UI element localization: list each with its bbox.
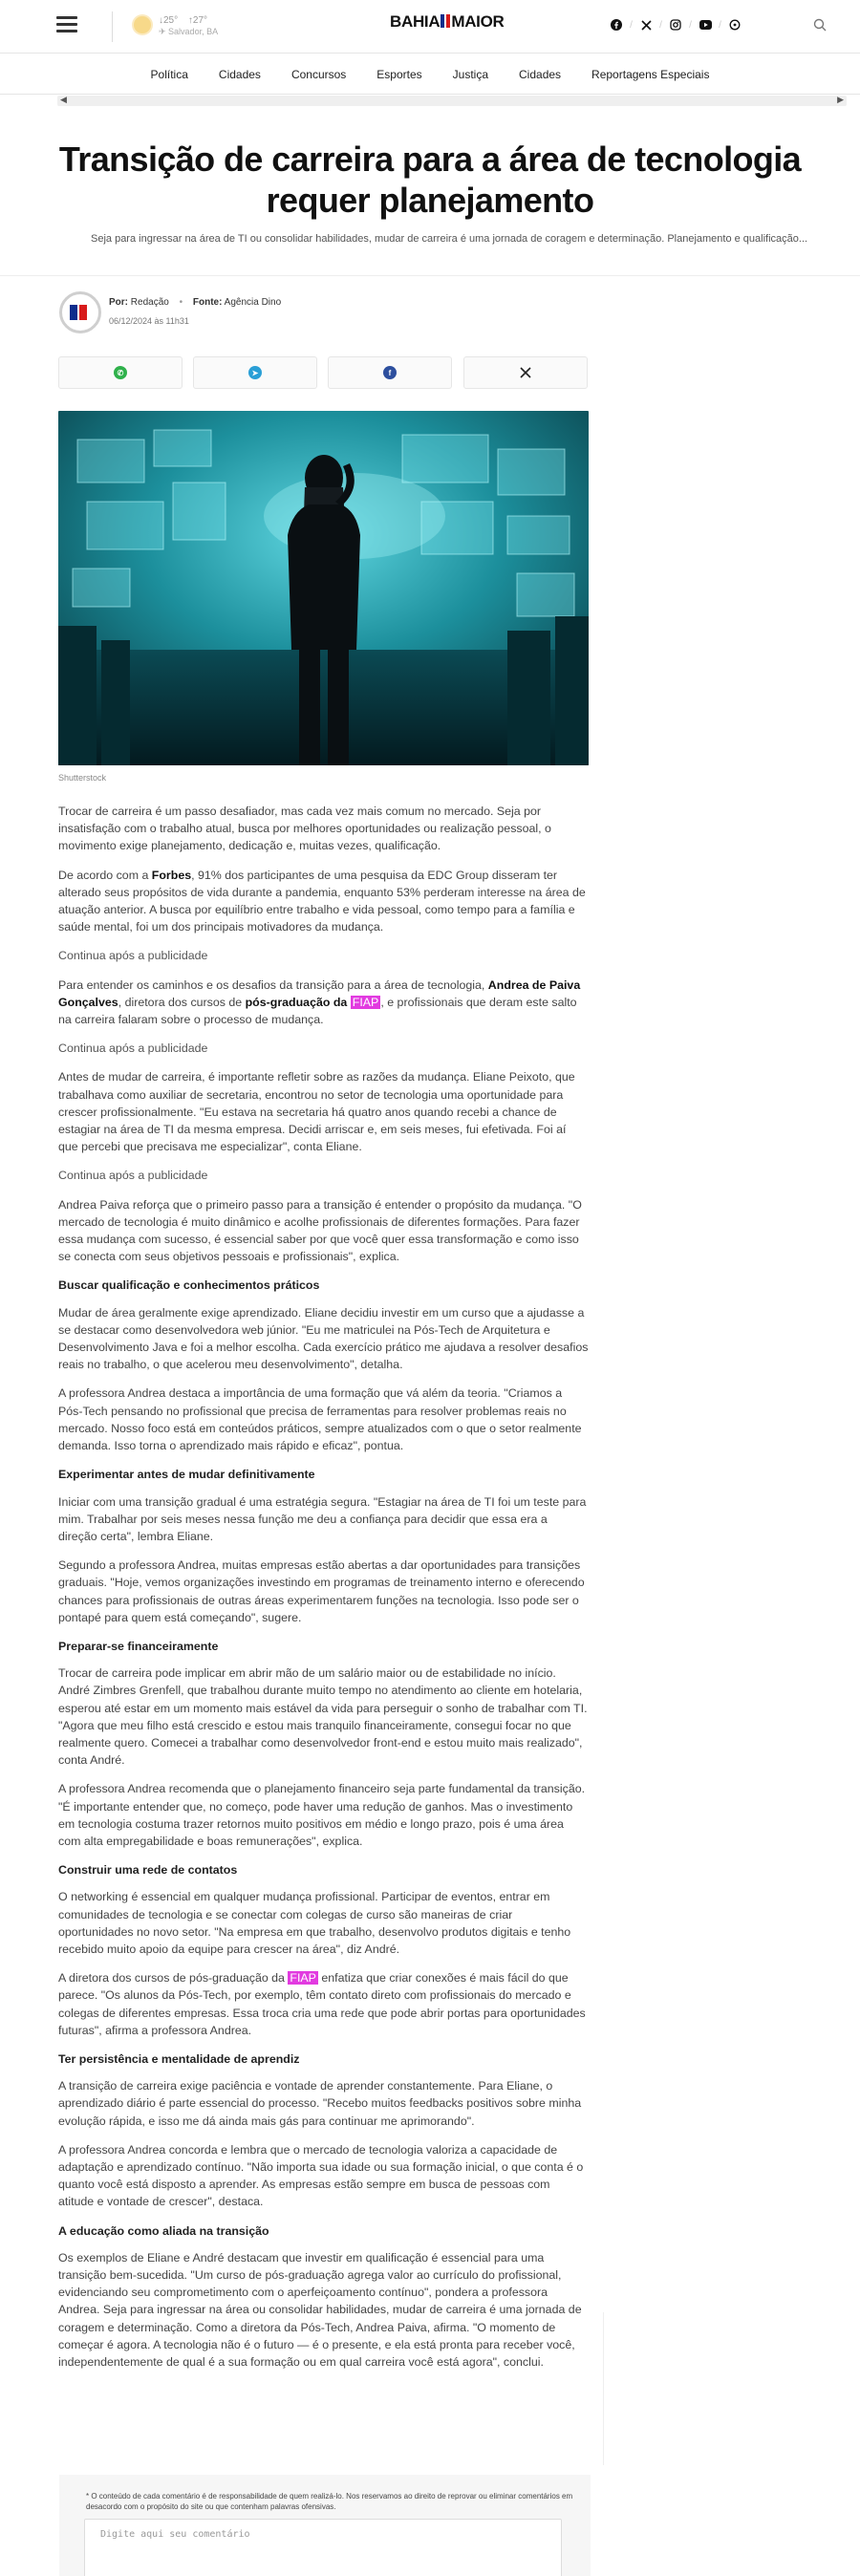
nav-item-esportes[interactable]: Esportes [376, 67, 422, 81]
share-telegram-button[interactable] [193, 356, 317, 389]
whatsapp-icon: ✆ [114, 366, 127, 379]
section-heading: Preparar-se financeiramente [58, 1639, 219, 1653]
image-caption: Shutterstock [58, 773, 107, 783]
divider [0, 275, 860, 276]
paragraph: Para entender os caminhos e os desafios da transição para a área de tecnologia, Andrea de Paiva Gonçalves, diretora dos cursos de pós-graduação da FIAP , e profissionais que deram este salto na carreira falaram sobre o processo de mudança. [58, 977, 581, 1027]
forbes-link[interactable]: Forbes [151, 868, 192, 882]
comments-section [59, 2475, 591, 2576]
comments-disclaimer: * O conteúdo de cada comentário é de responsabilidade de quem realizá-lo. Nos reservamos ao direito de reprovar ou eliminar comentários em desacordo com o propósito do site ou que contenham palavras ofensivas. [86, 2492, 573, 2511]
publish-date: 06/12/2024 às 11h31 [109, 316, 189, 326]
search-icon[interactable] [813, 18, 827, 32]
nav-item-cidades-2[interactable]: Cidades [519, 67, 562, 81]
social-separator: / [630, 19, 633, 31]
youtube-icon[interactable] [697, 16, 714, 33]
logo-bar-blue [441, 14, 444, 28]
ad-notice: Continua após a publicidade [58, 949, 208, 963]
instagram-icon[interactable] [667, 16, 684, 33]
temp-min: ↓25° [159, 15, 179, 26]
article-body [58, 803, 589, 2382]
facebook-icon: f [383, 366, 397, 379]
paragraph: Segundo a professora Andrea, muitas empresas estão abertas a dar oportunidades para transições graduais. "Hoje, vemos organizações investindo em programas de treinamento interno e oferecendo chances para profissionais de outras áreas experimentarem funções na tecnologia. Isso pode ser o pontapé para quem está começando", sugere. [58, 1558, 585, 1624]
scroll-right-arrow-icon[interactable]: ▶ [837, 95, 844, 104]
author-line [109, 297, 281, 308]
horizontal-scrollbar[interactable] [57, 96, 847, 106]
article-title: Transição de carreira para a área de tecnologia requer planejamento [58, 140, 802, 220]
author-name: Redação [130, 297, 169, 308]
weather-city: ✈ Salvador, BA [159, 27, 219, 36]
fiap-highlight[interactable]: FIAP [290, 1971, 316, 1986]
header-divider [112, 11, 113, 42]
paragraph: A professora Andrea concorda e lembra que o mercado de tecnologia valoriza a capacidade de adaptação e aprendizado contínuo. "Não importa sua idade ou sua formação inicial, o que conta é o quanto você está disposto a aprender. As empresas estão sempre em busca de pessoas com atitude e vontade de crescer", destaca. [58, 2142, 584, 2209]
comment-placeholder: Digite aqui seu comentário [100, 2529, 250, 2540]
weather-temps [159, 15, 207, 26]
section-heading: Buscar qualificação e conhecimentos práticos [58, 1278, 320, 1293]
social-links [608, 15, 743, 34]
paragraph: Trocar de carreira é um passo desafiador, mas cada vez mais comum no mercado. Seja por insatisfação com o trabalho atual, busca por melhores oportunidades ou realização pessoal, o movimento exige planejamento, dedicação e, muitas vezes, qualificação. [58, 805, 551, 853]
author-separator: • [179, 297, 183, 308]
logo-bar-red [446, 14, 450, 28]
social-separator: / [659, 19, 662, 31]
site-logo[interactable]: BAHIA MAIOR [390, 12, 505, 31]
section-heading: Experimentar antes de mudar definitivamente [58, 1468, 315, 1482]
paragraph: Iniciar com uma transição gradual é uma estratégia segura. "Estagiar na área de TI foi um teste para mim. Trabalhar por seis meses nessa função me deu a confiança para decidir que essa era a direção certa", lembra Eliane. [58, 1494, 587, 1543]
menu-icon[interactable] [56, 16, 77, 33]
section-heading: A educação como aliada na transição [58, 2223, 269, 2238]
paragraph: A professora Andrea destaca a importância de uma formação que vá além da teoria. "Criamos a Pós-Tech pensando no profissional que precisa de ferramentas para resolver problemas reais no mercado. Nosso foco está em conteúdos práticos, sempre atualizados com o que o setor realmente demanda. Isso torna o aprendizado mais rápido e eficaz", pontua. [58, 1386, 582, 1453]
paragraph: Trocar de carreira pode implicar em abrir mão de um salário maior ou de estabilidade no início. André Zimbres Grenfell, que trabalhou durante muito tempo no atendimento ao cliente em hotelaria, esperou até estar em um momento mais estável da vida para perseguir o sonho de trabalhar com TI. "Agora que meu filho está crescido e estou mais tranquilo financeiramente, consegui focar no que realmente quero. Comecei a trabalhar como desenvolvedor front-end e estou muito mais realizado", conta André. [58, 1666, 588, 1768]
x-icon [520, 367, 531, 378]
main-nav [0, 54, 860, 95]
social-separator: / [689, 19, 692, 31]
social-separator: / [719, 19, 721, 31]
comment-textarea[interactable] [84, 2519, 562, 2576]
fiap-highlight[interactable]: FIAP [352, 995, 379, 1009]
article-subtitle: Seja para ingressar na área de TI ou consolidar habilidades, mudar de carreira é uma jornada de coragem e determinação. Planejamento e qualificação... [91, 233, 808, 245]
top-header [0, 0, 860, 54]
section-heading: Construir uma rede de contatos [58, 1863, 238, 1878]
sidebar-divider [603, 2312, 604, 2465]
paragraph: A professora Andrea recomenda que o planejamento financeiro seja parte fundamental da transição. "É importante entender que, no começo, pode haver uma redução de ganhos. Mas o investimento em tecnologia costuma trazer retornos muito positivos em médio e longo prazo, pois é uma área com alta empregabilidade e boas remunerações", explica. [58, 1782, 586, 1848]
whatsapp-icon[interactable] [726, 16, 743, 33]
paragraph: A diretora dos cursos de pós-graduação da FIAP enfatiza que criar conexões é mais fácil do que parece. "Os alunos da Pós-Tech, por exemplo, têm contato direto com profissionais do mercado e colegas de diferentes empresas. Essa troca cria uma rede que pode abrir portas para oportunidades futuras", afirma a professora Andrea. [58, 1971, 586, 2037]
share-whatsapp-button[interactable] [58, 356, 183, 389]
paragraph: Os exemplos de Eliane e André destacam que investir em qualificação é essencial para uma transição bem-sucedida. "Um curso de pós-graduação agrega valor ao currículo do profissional, evidenciando seu comprometimento com o aperfeiçoamento contínuo", pondera a professora Andrea. Seja para ingressar na área ou consolidar habilidades, mudar de carreira é uma jornada de coragem e determinação. Como a diretora da Pós-Tech, Andrea Paiva, afirma. "O momento de começar é agora. A tecnologia não é o futuro — é o presente, e ela está pronta para receber você, independentemente de qual é a sua formação ou em qual carreira você está agora", conclui. [58, 2250, 582, 2370]
paragraph: A transição de carreira exige paciência e vontade de aprender constantemente. Para Eliane, o aprendizado diário é parte essencial do processo. "Recebo muitos feedbacks positivos sobre minha evolução rápida, e isso me dá ainda mais gás para continuar me aprimorando". [58, 2079, 582, 2128]
temp-max: ↑27° [187, 15, 208, 26]
facebook-icon[interactable] [608, 16, 625, 33]
sun-icon [134, 16, 151, 33]
nav-item-politica[interactable]: Política [150, 67, 188, 81]
nav-item-concursos[interactable]: Concursos [290, 67, 347, 81]
paragraph: Antes de mudar de carreira, é importante refletir sobre as razões da mudança. Eliane Peixoto, que trabalhava como auxiliar de secretaria, encontrou no setor de tecnologia uma oportunidade para crescer profissionalmente. "Eu estava na secretaria há quatro anos quando recebi a chance de estagiar na área de TI da mesma empresa. Decidi arriscar e, em seis meses, fui efetivada. Foi aí que percebi que precisava me especializar", conta Eliane. [58, 1070, 575, 1154]
nav-item-cidades[interactable]: Cidades [218, 67, 261, 81]
author-avatar [59, 291, 101, 333]
telegram-icon: ➤ [248, 366, 262, 379]
article-image [58, 411, 589, 765]
paragraph: Mudar de área geralmente exige aprendizado. Eliane decidiu investir em um curso que a ajudasse a se destacar como desenvolvedora web júnior. "Eu me matriculei na Pós-Tech de Arquitetura e Desenvolvimento Java e foi a melhor escolha. Cada exercício prático me ajudava a resolver desafios reais no trabalho, o que acelerou meu desenvolvimento", detalha. [58, 1305, 589, 1372]
source-label: Fonte: [192, 297, 223, 308]
paragraph: O networking é essencial em qualquer mudança profissional. Participar de eventos, entrar em comunidades de tecnologia e se conectar com colegas de curso são maneiras de criar oportunidades no novo setor. "Na empresa em que trabalho, desenvolvo produtos digitais e tenho recebido muito apoio da equipe para crescer na área", diz André. [58, 1890, 571, 1956]
ad-notice: Continua após a publicidade [58, 1169, 208, 1183]
share-facebook-button[interactable] [328, 356, 452, 389]
section-heading: Ter persistência e mentalidade de aprendiz [58, 2051, 300, 2066]
share-x-button[interactable] [463, 356, 588, 389]
avatar-logo-red [79, 305, 87, 320]
author-label: Por: [109, 297, 128, 308]
scroll-left-arrow-icon[interactable]: ◀ [60, 95, 67, 104]
paragraph: De acordo com a Forbes, 91% dos participantes de uma pesquisa da EDC Group disseram ter alterado seus propósitos de vida durante a pandemia, enquanto 53% perderam interesse na área de atuação anterior. A busca por equilíbrio entre trabalho e vida pessoal, como tempo para a família e saúde mental, foi um dos principais motivadores da mudança. [58, 868, 586, 934]
x-icon[interactable] [637, 16, 655, 33]
paragraph: Andrea Paiva reforça que o primeiro passo para a transição é entender o propósito da mudança. "O mercado de tecnologia é muito dinâmico e acolhe profissionais de diferentes formações. Para fazer essa mudança com sucesso, é essencial saber por que você quer essa transformação e como isso se conecta com seus objetivos pessoais e profissionais", explica. [58, 1197, 582, 1264]
avatar-logo-blue [70, 305, 77, 320]
source-name: Agência Dino [224, 297, 282, 308]
ad-notice: Continua após a publicidade [58, 1041, 208, 1056]
nav-item-justica[interactable]: Justiça [452, 67, 489, 81]
nav-item-reportagens-especiais[interactable]: Reportagens Especiais [591, 67, 710, 81]
